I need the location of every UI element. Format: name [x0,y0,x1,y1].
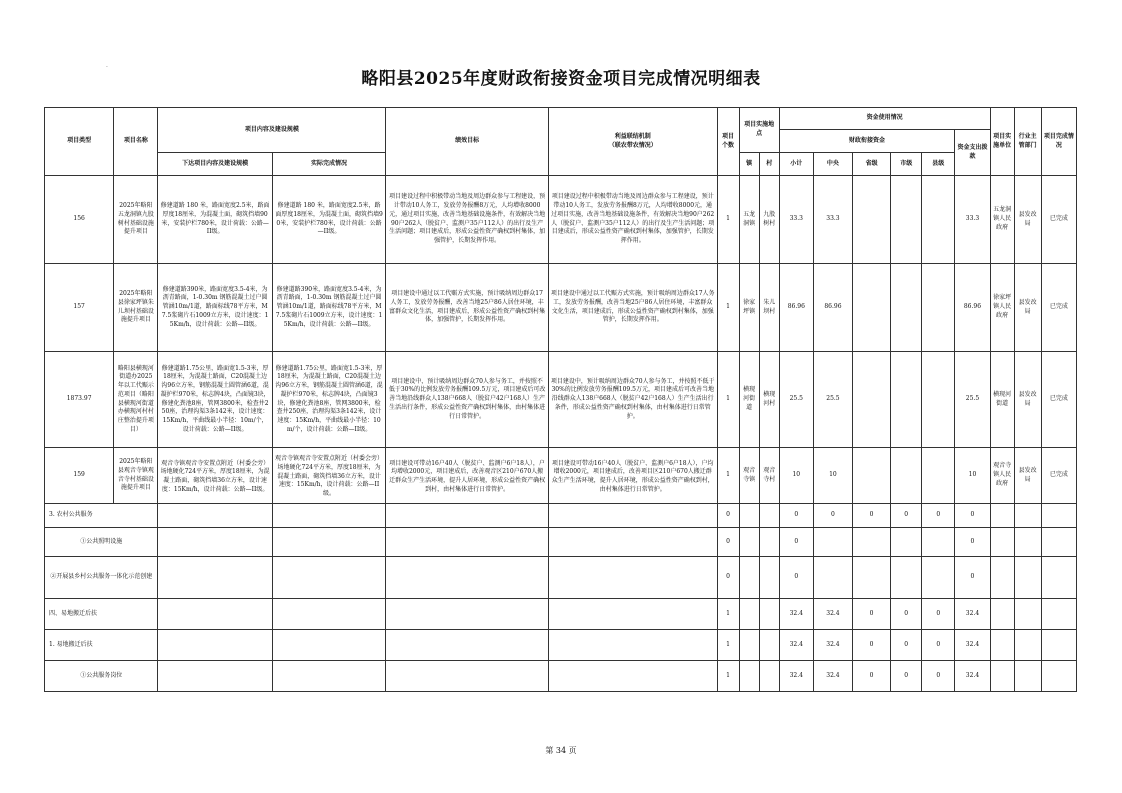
summary-label: 1. 易地搬迁后扶 [45,630,158,661]
cell-dept: 县发改局 [1014,176,1041,264]
cell-goal: 项目建设过程中积极带动当地及周边群众参与工程建设，预计带动10人务工，发放劳务报酬8万元，人均增收8000元，通过项目实施，改善当地基础设施条件，有效解决当地90户262人（脱贫户、监测户35户112人）的出行及生产生活问题；项目建成后，形成公益性资产确权到村集体，加强管护，长期发挥作用。 [386,176,549,264]
col-village: 村 [759,153,779,176]
summary-city: 0 [891,630,922,661]
cell-count: 1 [717,176,739,264]
cell-town: 观音寺镇 [739,448,759,504]
cell-subtotal: 10 [779,448,813,504]
cell-city [891,176,922,264]
table-row [45,176,1077,264]
cell-count: 1 [717,448,739,504]
cell-central: 86.96 [813,264,852,352]
cell-county [922,448,955,504]
summary-city [891,557,922,599]
summary-count: 0 [717,528,739,557]
cell-dept: 县发改局 [1014,264,1041,352]
cell-paid: 25.5 [955,352,990,448]
cell-actual: 修建道路1.75公里，路面宽1.5-3米，厚18厘米，为混凝土路面，C20混凝土边沟96立方米，钢筋混凝土圆管涵6道，混凝护栏970米，标志牌4块，凸面镜3块，修建化粪池8座，管网3800米，检查井250座，治理沟渠3条142米，设计速度：15Km/h，平曲线最小半径：10m/个，设计荷载：公路—II级。 [272,352,385,448]
table-row [45,448,1077,504]
summary-count: 1 [717,630,739,661]
summary-paid: 0 [955,528,990,557]
col-county: 县级 [922,153,955,176]
summary-province: 0 [853,661,891,692]
col-location: 项目实施地点 [739,108,779,153]
cell-county [922,176,955,264]
cell-plan: 修建道路 180 米，路面宽度2.5米，路面厚度18厘米，为混凝土面，砌筑挡墙90米，安装护栏780米，设计荷载：公路—II级。 [158,176,272,264]
summary-row [45,599,1077,630]
summary-label: ①公共服务岗位 [45,661,158,692]
cell-town: 横现河街道 [739,352,759,448]
cell-village: 九股树村 [759,176,779,264]
cell-goal: 项目建设可带动16户40人（脱贫户、监测户6户18人），户均增收2000元，项目建成后，改善观音区210户670人搬迁群众生产生活环境，提升人居环境，形成公益性资产确权到村，由村集体进行日常管护。 [386,448,549,504]
summary-city: 0 [891,661,922,692]
cell-province [853,352,891,448]
summary-label: ②开展县乡村公共服务一体化示范创建 [45,557,158,599]
summary-central: 32.4 [813,630,852,661]
summary-paid: 0 [955,504,990,528]
cell-paid: 86.96 [955,264,990,352]
cell-subtotal: 25.5 [779,352,813,448]
cell-actual: 修建道路390米，路面宽度3.5-4米，为沥青路面，1-0.30m 钢筋混凝土过户圆管涵10m/1道，路面标线78平方米，M7.5浆砌片石1009立方米，设计速度：15Km/h，设计荷载：公路—II级。 [272,264,385,352]
summary-province: 0 [853,599,891,630]
summary-subtotal: 0 [779,504,813,528]
cell-benefit: 项目建设中通过以工代赈方式实施，预计吸纳周边群众17人务工，发放劳务报酬，改善当地25户86人居住环境，丰富群众文化生活，项目建成后，形成公益性资产确权到村集体，加强管护，长期发挥作用。 [548,264,717,352]
cell-benefit: 项目建设中，预计吸纳周边群众70人参与务工，并按照不低于30%的比例发放劳务报酬109.5万元，项目建成后可改善当地沿线群众人138户668人（脱贫户42户168人）生产生活出行条件，形成公益性资产确权到村集体，由村集体进行日常管护。 [548,352,717,448]
col-name: 项目名称 [114,108,158,176]
cell-town: 徐家坪镇 [739,264,759,352]
summary-central [813,528,852,557]
col-province: 省级 [853,153,891,176]
summary-row [45,630,1077,661]
cell-paid: 10 [955,448,990,504]
summary-central: 32.4 [813,661,852,692]
cell-unit: 徐家坪镇人民政府 [990,264,1014,352]
col-fiscal: 财政衔接资金 [779,130,955,153]
col-city: 市级 [891,153,922,176]
summary-county: 0 [922,630,955,661]
summary-row [45,557,1077,599]
summary-central [813,557,852,599]
cell-province [853,176,891,264]
page-title: 略阳县2025年度财政衔接资金项目完成情况明细表 [361,69,761,89]
cell-village: 朱儿坝村 [759,264,779,352]
cell-town: 五龙洞镇 [739,176,759,264]
cell-status: 已完成 [1041,176,1076,264]
col-subtotal: 小计 [779,153,813,176]
cell-benefit: 项目建设过程中积极带动当地及周边群众参与工程建设，预计带动10人务工，发放劳务报酬8万元，人均增收8000元，通过项目实施，改善当地基础设施条件，有效解决当地90户262人（脱贫户、监测户35户112人）的出行及生产生活问题；项目建成后，形成公益性资产确权到村集体，加强管护，长期发挥作用。 [548,176,717,264]
cell-plan: 修建道路1.75公里，路面宽1.5-3米，厚18厘米，为混凝土路面，C20混凝土边沟96立方米，钢筋混凝土圆管涵6道，混凝护栏970米，标志牌4块，凸面镜3块，修建化粪池8座，管网3800米，检查井250座，治理沟渠3条142米，设计速度：15Km/h，平曲线最小半径：10m/个，设计荷载：公路—II级。 [158,352,272,448]
cell-province [853,448,891,504]
summary-subtotal: 32.4 [779,630,813,661]
summary-central: 0 [813,504,852,528]
summary-paid: 32.4 [955,661,990,692]
cell-type: 1873.97 [45,352,114,448]
cell-plan: 修建道路390米，路面宽度3.5-4米，为沥青路面，1-0.30m 钢筋混凝土过户圆管涵10m/1道，路面标线78平方米，M7.5浆砌片石1009立方米，设计速度：15Km/h，设计荷载：公路—II级。 [158,264,272,352]
cell-benefit: 项目建设可带动16户40人（脱贫户、监测户6户18人），户均增收2000元，项目建成后，改善项目区210户670人搬迁群众生产生活环境，提升人居环境，形成公益性资产确权到村，由村集体进行日常管护。 [548,448,717,504]
cell-dept: 县发改局 [1014,448,1041,504]
cell-unit: 观音寺镇人民政府 [990,448,1014,504]
cell-county [922,264,955,352]
cell-village: 观音寺村 [759,448,779,504]
summary-central: 32.4 [813,599,852,630]
summary-city: 0 [891,599,922,630]
cell-city [891,448,922,504]
summary-label: 四、易地搬迁后扶 [45,599,158,630]
summary-province: 0 [853,504,891,528]
cell-unit: 五龙洞镇人民政府 [990,176,1014,264]
col-count: 项目个数 [717,108,739,176]
summary-paid: 0 [955,557,990,599]
cell-status: 已完成 [1041,264,1076,352]
cell-city [891,264,922,352]
cell-actual: 修建道路 180 米，路面宽度2.5米，路面厚度18厘米，为混凝土面，砌筑挡墙90米，安装护栏780米，设计荷载：公路—II级。 [272,176,385,264]
col-type: 项目类型 [45,108,114,176]
col-actual: 实际完成情况 [272,153,385,176]
col-funds-use: 资金使用情况 [779,108,990,130]
cell-name: 2025年略阳县观音寺镇观音寺村基础设施提升项目 [114,448,158,504]
summary-label: 3. 农村公共服务 [45,504,158,528]
cell-name: 2025年略阳县徐家坪镇朱儿坝村基础设施提升项目 [114,264,158,352]
cell-subtotal: 33.3 [779,176,813,264]
col-goal: 绩效目标 [386,108,549,176]
table-row [45,352,1077,448]
summary-subtotal: 0 [779,557,813,599]
summary-province: 0 [853,630,891,661]
cell-dept: 县发改局 [1014,352,1041,448]
cell-type: 157 [45,264,114,352]
col-benefit: 利益联结机制 （联农带农情况） [548,108,717,176]
summary-province [853,528,891,557]
summary-row [45,528,1077,557]
summary-count: 1 [717,599,739,630]
cell-status: 已完成 [1041,448,1076,504]
cell-central: 25.5 [813,352,852,448]
cell-goal: 项目建设中通过以工代赈方式实施，预计吸纳周边群众17人务工，发放劳务报酬，改善当地25户86人居住环境，丰富群众文化生活，项目建成后，形成公益性资产确权到村集体，加强管护，长期发挥作用。 [386,264,549,352]
summary-row [45,661,1077,692]
cell-province [853,264,891,352]
summary-count: 1 [717,661,739,692]
summary-subtotal: 32.4 [779,599,813,630]
col-central: 中央 [813,153,852,176]
cell-central: 10 [813,448,852,504]
cell-subtotal: 86.96 [779,264,813,352]
cell-status: 已完成 [1041,352,1076,448]
summary-county [922,557,955,599]
cell-paid: 33.3 [955,176,990,264]
cell-count: 1 [717,352,739,448]
table-row [45,264,1077,352]
cell-city [891,352,922,448]
cell-count: 1 [717,264,739,352]
cell-goal: 项目建设中，预计吸纳周边群众70人参与务工，并按照不低于30%的比例发放劳务报酬109.5万元，项目建成后可改善当地沿线群众人138户668人（脱贫户42户168人）生产生活出行条件，形成公益性资产确权到村集体，由村集体进行日常管护。 [386,352,549,448]
summary-county: 0 [922,599,955,630]
summary-paid: 32.4 [955,630,990,661]
col-content: 项目内容及建设规模 [158,108,386,153]
cell-unit: 横现河街道 [990,352,1014,448]
cell-name: 2025年略阳五龙洞镇九股树村基础设施提升项目 [114,176,158,264]
summary-subtotal: 32.4 [779,661,813,692]
col-unit: 项目实施单位 [990,108,1014,176]
scan-mark: · [106,64,108,71]
cell-name: 略阳县横现河街道办2025年以工代赈示范项目（略阳县横现河街道办横现河村村庄整治提升项目） [114,352,158,448]
cell-central: 33.3 [813,176,852,264]
summary-county: 0 [922,661,955,692]
summary-city: 0 [891,504,922,528]
project-table [44,107,1077,692]
cell-actual: 观音寺镇观音寺安置点附近（村委会旁）场地硬化724平方米，厚度18厘米，为混凝土路面，砌筑挡墙36立方米，设计速度：15Km/h，设计荷载：公路—II级。 [272,448,385,504]
summary-province [853,557,891,599]
summary-row [45,504,1077,528]
cell-plan: 观音寺镇观音寺安置点附近（村委会旁）场地硬化724平方米，厚度18厘米，为混凝土路面，砌筑挡墙36立方米，设计速度：15Km/h，设计荷载：公路—II级。 [158,448,272,504]
cell-type: 156 [45,176,114,264]
col-plan: 下达项目内容及建设规模 [158,153,272,176]
col-status: 项目完成情况 [1041,108,1076,176]
cell-type: 159 [45,448,114,504]
summary-subtotal: 0 [779,528,813,557]
summary-count: 0 [717,557,739,599]
page-number: 第 34 页 [545,746,577,755]
cell-village: 横现河村 [759,352,779,448]
summary-county [922,528,955,557]
summary-county: 0 [922,504,955,528]
summary-paid: 32.4 [955,599,990,630]
summary-label: ①公共照明设施 [45,528,158,557]
col-town: 镇 [739,153,759,176]
col-dept: 行业主管部门 [1014,108,1041,176]
col-paid: 资金支出拨款 [955,130,990,176]
cell-county [922,352,955,448]
summary-city [891,528,922,557]
summary-count: 0 [717,504,739,528]
